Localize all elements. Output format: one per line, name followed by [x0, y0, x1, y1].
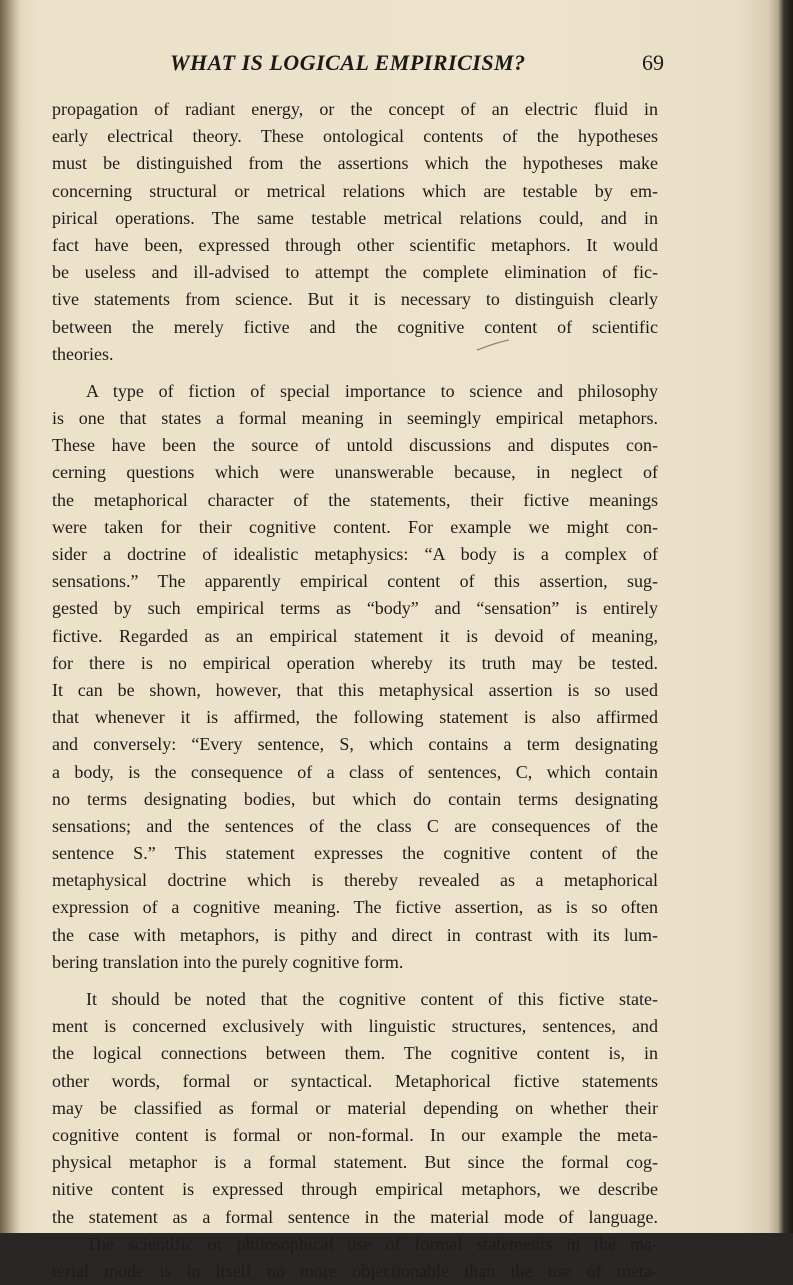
text-line: gested by such empirical terms as “body” and “sensation” is entirely: [52, 598, 658, 619]
text-line: The scientific or philosophical use of formal statements in the ma-: [86, 1233, 658, 1254]
text-line: other words, formal or syntactical. Metaphorical fictive statements: [52, 1070, 658, 1091]
text-line: the case with metaphors, is pithy and direct in contrast with its lum-: [52, 924, 658, 945]
text-line: propagation of radiant energy, or the concept of an electric fluid in: [52, 99, 658, 119]
page-header: [0, 50, 793, 82]
text-line: fictive. Regarded as an empirical statement it is devoid of meaning,: [52, 625, 658, 646]
paragraph-2: [52, 378, 658, 976]
text-line: may be classified as formal or material depending on whether their: [52, 1097, 658, 1118]
text-line: A type of fiction of special importance to science and philosophy: [86, 380, 658, 401]
page-number: 69: [642, 50, 664, 75]
text-line: ment is concerned exclusively with linguistic structures, sentences, and: [52, 1016, 658, 1037]
text-line: the statement as a formal sentence in the material mode of language.: [52, 1206, 658, 1227]
text-line: These have been the source of untold discussions and disputes con-: [52, 435, 658, 456]
binding-shadow: [0, 0, 20, 1233]
text-line: expression of a cognitive meaning. The fictive assertion, as is so often: [52, 897, 658, 918]
text-line: sentence S.” This statement expresses the cognitive content of the: [52, 843, 658, 864]
paragraph-gap: [52, 976, 658, 986]
text-line: concerning structural or metrical relations which are testable by em-: [52, 180, 658, 201]
text-line: for there is no empirical operation whereby its truth may be tested.: [52, 652, 658, 673]
text-line: nitive content is expressed through empirical metaphors, we describe: [52, 1179, 658, 1200]
text-line: must be distinguished from the assertions which the hypotheses make: [52, 153, 658, 174]
text-line: that whenever it is affirmed, the following statement is also affirmed: [52, 707, 658, 728]
text-line: be useless and ill-advised to attempt the complete elimination of fic-: [52, 262, 658, 283]
text-line: the logical connections between them. The cognitive content is, in: [52, 1043, 658, 1064]
paragraph-gap: [52, 368, 658, 378]
text-line: the metaphorical character of the statements, their fictive meanings: [52, 489, 658, 510]
body-text: [52, 96, 658, 1285]
text-line: early electrical theory. These ontological contents of the hypotheses: [52, 126, 658, 147]
text-line: no terms designating bodies, but which do contain terms designating: [52, 788, 658, 809]
text-line: theories.: [52, 343, 114, 364]
text-line: a body, is the consequence of a class of sentences, C, which contain: [52, 761, 658, 782]
text-line: sensations.” The apparently empirical content of this assertion, sug-: [52, 571, 658, 592]
text-line: and conversely: “Every sentence, S, which contains a term designating: [52, 734, 658, 755]
text-line: terial mode is in itself no more objectionable than the use of meta-: [52, 1260, 658, 1281]
text-line: fact have been, expressed through other scientific metaphors. It would: [52, 234, 658, 255]
text-line: cognitive content is formal or non-formal. In our example the meta-: [52, 1124, 658, 1145]
text-line: sensations; and the sentences of the class C are consequences of the: [52, 815, 658, 836]
text-line: is one that states a formal meaning in seemingly empirical metaphors.: [52, 408, 658, 429]
text-line: pirical operations. The same testable metrical relations could, and in: [52, 207, 658, 228]
text-line: were taken for their cognitive content. For example we might con-: [52, 516, 658, 537]
text-line: cerning questions which were unanswerable because, in neglect of: [52, 462, 658, 483]
text-line: It can be shown, however, that this metaphysical assertion is so used: [52, 679, 658, 700]
text-line: metaphysical doctrine which is thereby revealed as a metaphorical: [52, 870, 658, 891]
text-line: sider a doctrine of idealistic metaphysics: “A body is a complex of: [52, 544, 658, 564]
text-line: tive statements from science. But it is necessary to distinguish clearly: [52, 289, 658, 310]
text-line: physical metaphor is a formal statement. But since the formal cog-: [52, 1152, 658, 1173]
paragraph-1: [52, 96, 658, 368]
paragraph-3: [52, 986, 658, 1231]
text-line: between the merely fictive and the cognitive content of scientific: [52, 316, 658, 337]
paragraph-4: [52, 1231, 658, 1285]
text-line: bering translation into the purely cognitive form.: [52, 951, 404, 972]
text-line: It should be noted that the cognitive content of this fictive state-: [86, 989, 658, 1009]
running-title: WHAT IS LOGICAL EMPIRICISM?: [170, 50, 526, 75]
